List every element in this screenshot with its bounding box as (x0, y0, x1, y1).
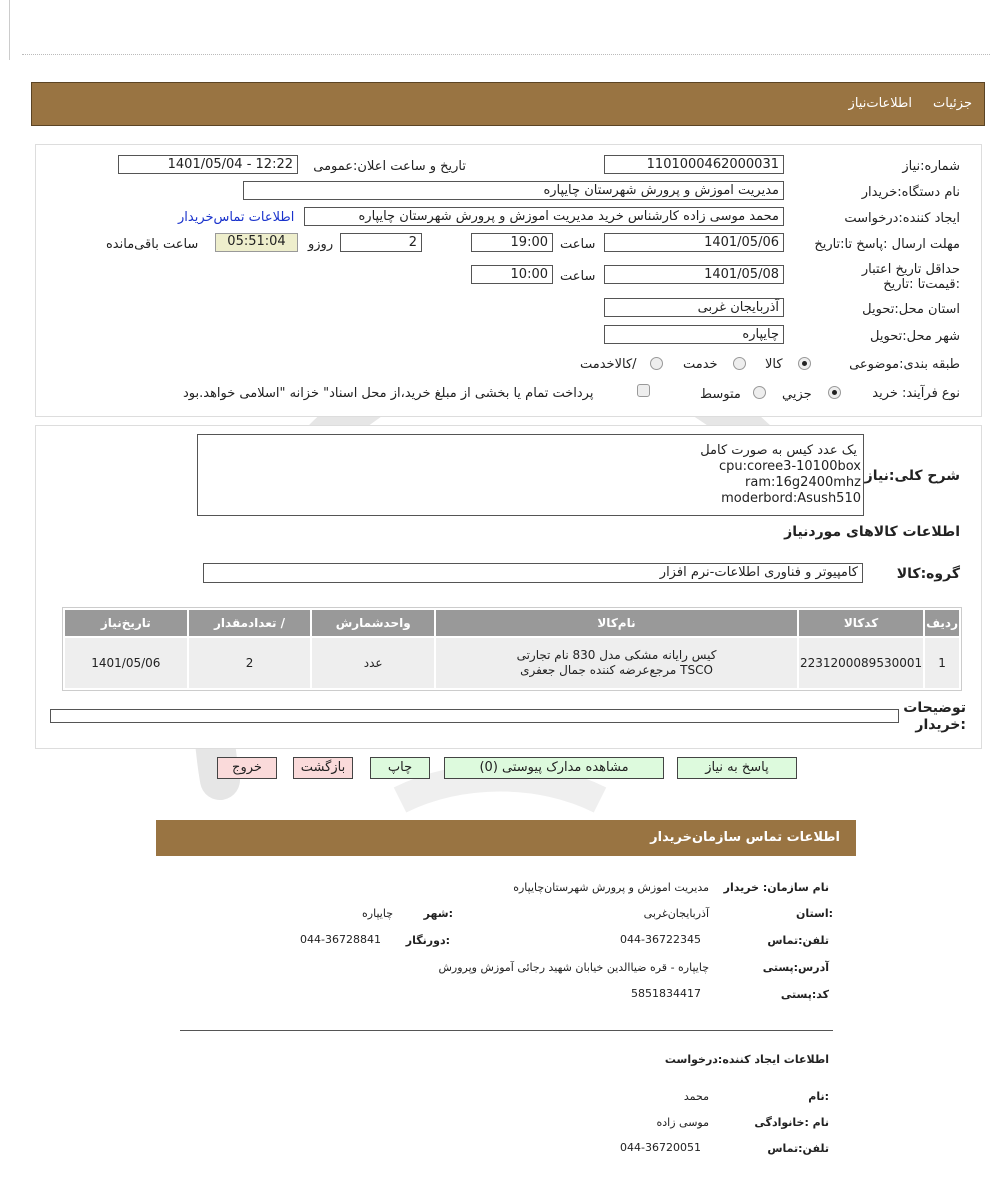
contact-title: اطلاعات تماس سازمان‌خریدار (650, 830, 840, 845)
process-partial-label: جزيي (782, 387, 812, 402)
process-medium-radio[interactable] (753, 386, 766, 399)
tab-details[interactable]: جزئیات (933, 96, 972, 111)
goods-info-title: اطلاعات کالاهای موردنیاز (784, 524, 960, 540)
days-label: روزو (308, 237, 334, 252)
back-button[interactable]: بازگشت (293, 757, 353, 779)
print-button[interactable]: چاپ (370, 757, 430, 779)
validity-label: حداقل تاریخ اعتبار :قیمت‌تا :تاریخ (861, 262, 960, 292)
postal-value: 5851834417 (631, 987, 701, 1000)
org-label: نام سازمان: خریدار (723, 881, 829, 894)
col-unit: واحدشمارش (312, 610, 434, 636)
description-line: moderbord:Asush510 (721, 491, 861, 506)
cell-qty: 2 (189, 638, 311, 688)
description-box (197, 434, 864, 516)
deadline-time-label: ساعت (560, 237, 596, 252)
need-number-label: شماره:نیاز (902, 159, 960, 174)
buyer-notes-box (50, 709, 899, 723)
table-row (65, 638, 959, 688)
name-value: محمد (683, 1090, 709, 1103)
top-dotted-line (22, 54, 990, 55)
contact-phone-label: تلفن:تماس (767, 934, 829, 947)
category-goods-label: کالا (765, 357, 783, 372)
goods-table (62, 607, 962, 691)
announce-label: تاریخ و ساعت اعلان:عمومی (313, 159, 466, 174)
contact-header (156, 820, 856, 856)
family-label: نام :خانوادگی (754, 1116, 829, 1129)
contact-phone-value: 044-36722345 (620, 933, 701, 946)
cell-row: 1 (925, 638, 959, 688)
col-qty: / تعداد‌مقدار (189, 610, 311, 636)
days-field: 2 (340, 233, 422, 252)
fax-label: :دورنگار (405, 934, 450, 947)
col-name: نام‌کالا (436, 610, 797, 636)
col-code: کدکالا (799, 610, 923, 636)
contact-city-label: :شهر (423, 907, 453, 920)
deadline-time-field: 19:00 (471, 233, 553, 252)
contact-divider (180, 1030, 833, 1031)
category-label: طبقه بندی:موضوعی (849, 357, 960, 372)
description-line: cpu:coree3-10100box (719, 459, 861, 474)
category-goods-service-label: /کالاخدمت (580, 357, 637, 372)
reply-button[interactable]: پاسخ به نیاز (677, 757, 797, 779)
family-value: موسی زاده (656, 1116, 709, 1129)
cell-name: کیس رایانه مشکی مدل 830 نام تجارتی TSCO مرجع‌عرضه کننده جمال جعفری (436, 638, 797, 688)
header-bar (31, 82, 985, 126)
remaining-label: ساعت باقی‌مانده (106, 237, 199, 252)
goods-group-label: گروه:کالا (896, 566, 960, 582)
payment-note: پرداخت تمام یا بخشی از مبلغ خرید،از محل اسناد" خزانه "اسلامی خواهد.بود (183, 386, 594, 401)
need-number-field: 1101000462000031 (604, 155, 784, 174)
announce-field: 1401/05/04 - 12:22 (118, 155, 298, 174)
process-partial-radio[interactable] (828, 386, 841, 399)
payment-checkbox[interactable] (637, 384, 650, 397)
deadline-label: مهلت ارسال :پاسخ تا:تاریخ (814, 237, 960, 252)
cell-code: 2231200089530001 (799, 638, 923, 688)
address-value: چایپاره - قره ضیاالدین خیابان شهید رجائی آموزش وپرورش (438, 961, 709, 974)
validity-time-field: 10:00 (471, 265, 553, 284)
city-label: شهر محل:تحویل (870, 329, 960, 344)
buyer-contact-link[interactable]: اطلاعات تماس‌خریدار (178, 210, 295, 225)
province-label: استان محل:تحویل (862, 302, 960, 317)
name-label: :نام (808, 1090, 829, 1103)
org-value: مدیریت اموزش و پرورش شهرستان‌چایپاره (513, 881, 709, 894)
contact-province-label: :استان (796, 907, 833, 920)
goods-group-field: کامپیوتر و فناوری اطلاعات-نرم افزار (203, 563, 863, 583)
contact-city-value: چایپاره (362, 907, 393, 920)
cell-date: 1401/05/06 (65, 638, 187, 688)
process-medium-label: متوسط (700, 387, 741, 402)
table-header-row (65, 610, 959, 636)
postal-label: کد:پستی (780, 988, 829, 1001)
description-label: شرح کلی:نیاز (864, 468, 960, 484)
description-line: ram:16g2400mhz (745, 475, 861, 490)
cell-unit: عدد (312, 638, 434, 688)
contact-province-value: آذربایجان‌غربی (643, 907, 709, 920)
process-label: نوع فرآیند: خرید (872, 386, 960, 401)
view-documents-button[interactable]: مشاهده مدارک پیوستی (0) (444, 757, 664, 779)
category-service-radio[interactable] (733, 357, 746, 370)
creator-label: ایجاد کننده:درخواست (844, 211, 960, 226)
creator-phone-label: تلفن:تماس (767, 1142, 829, 1155)
buyer-org-field: مدیریت اموزش و پرورش شهرستان چایپاره (243, 181, 784, 200)
validity-date-field: 1401/05/08 (604, 265, 784, 284)
remaining-timer: 05:51:04 (215, 233, 298, 252)
description-line: یک عدد کیس به صورت کامل (700, 443, 857, 458)
city-field: چایپاره (604, 325, 784, 344)
creator-info-title: اطلاعات ایجاد کننده:درخواست (664, 1053, 829, 1066)
creator-field: محمد موسی زاده کارشناس خرید مدیریت اموزش و پرورش شهرستان چایپاره (304, 207, 784, 226)
left-divider (9, 0, 10, 60)
category-service-label: خدمت (683, 357, 718, 372)
category-goods-service-radio[interactable] (650, 357, 663, 370)
buyer-org-label: نام دستگاه:خریدار (861, 185, 960, 200)
col-date: تاریخ‌نیاز (65, 610, 187, 636)
buyer-notes-label: توضیحات :خریدار (903, 700, 966, 733)
fax-value: 044-36728841 (300, 933, 381, 946)
deadline-date-field: 1401/05/06 (604, 233, 784, 252)
category-goods-radio[interactable] (798, 357, 811, 370)
creator-phone-value: 044-36720051 (620, 1141, 701, 1154)
validity-time-label: ساعت (560, 269, 596, 284)
col-row: ردیف (925, 610, 959, 636)
province-field: آذربایجان غربی (604, 298, 784, 317)
exit-button[interactable]: خروج (217, 757, 277, 779)
address-label: آدرس:پستی (762, 961, 829, 974)
tab-need-info[interactable]: اطلاعات‌نیاز (848, 96, 912, 111)
